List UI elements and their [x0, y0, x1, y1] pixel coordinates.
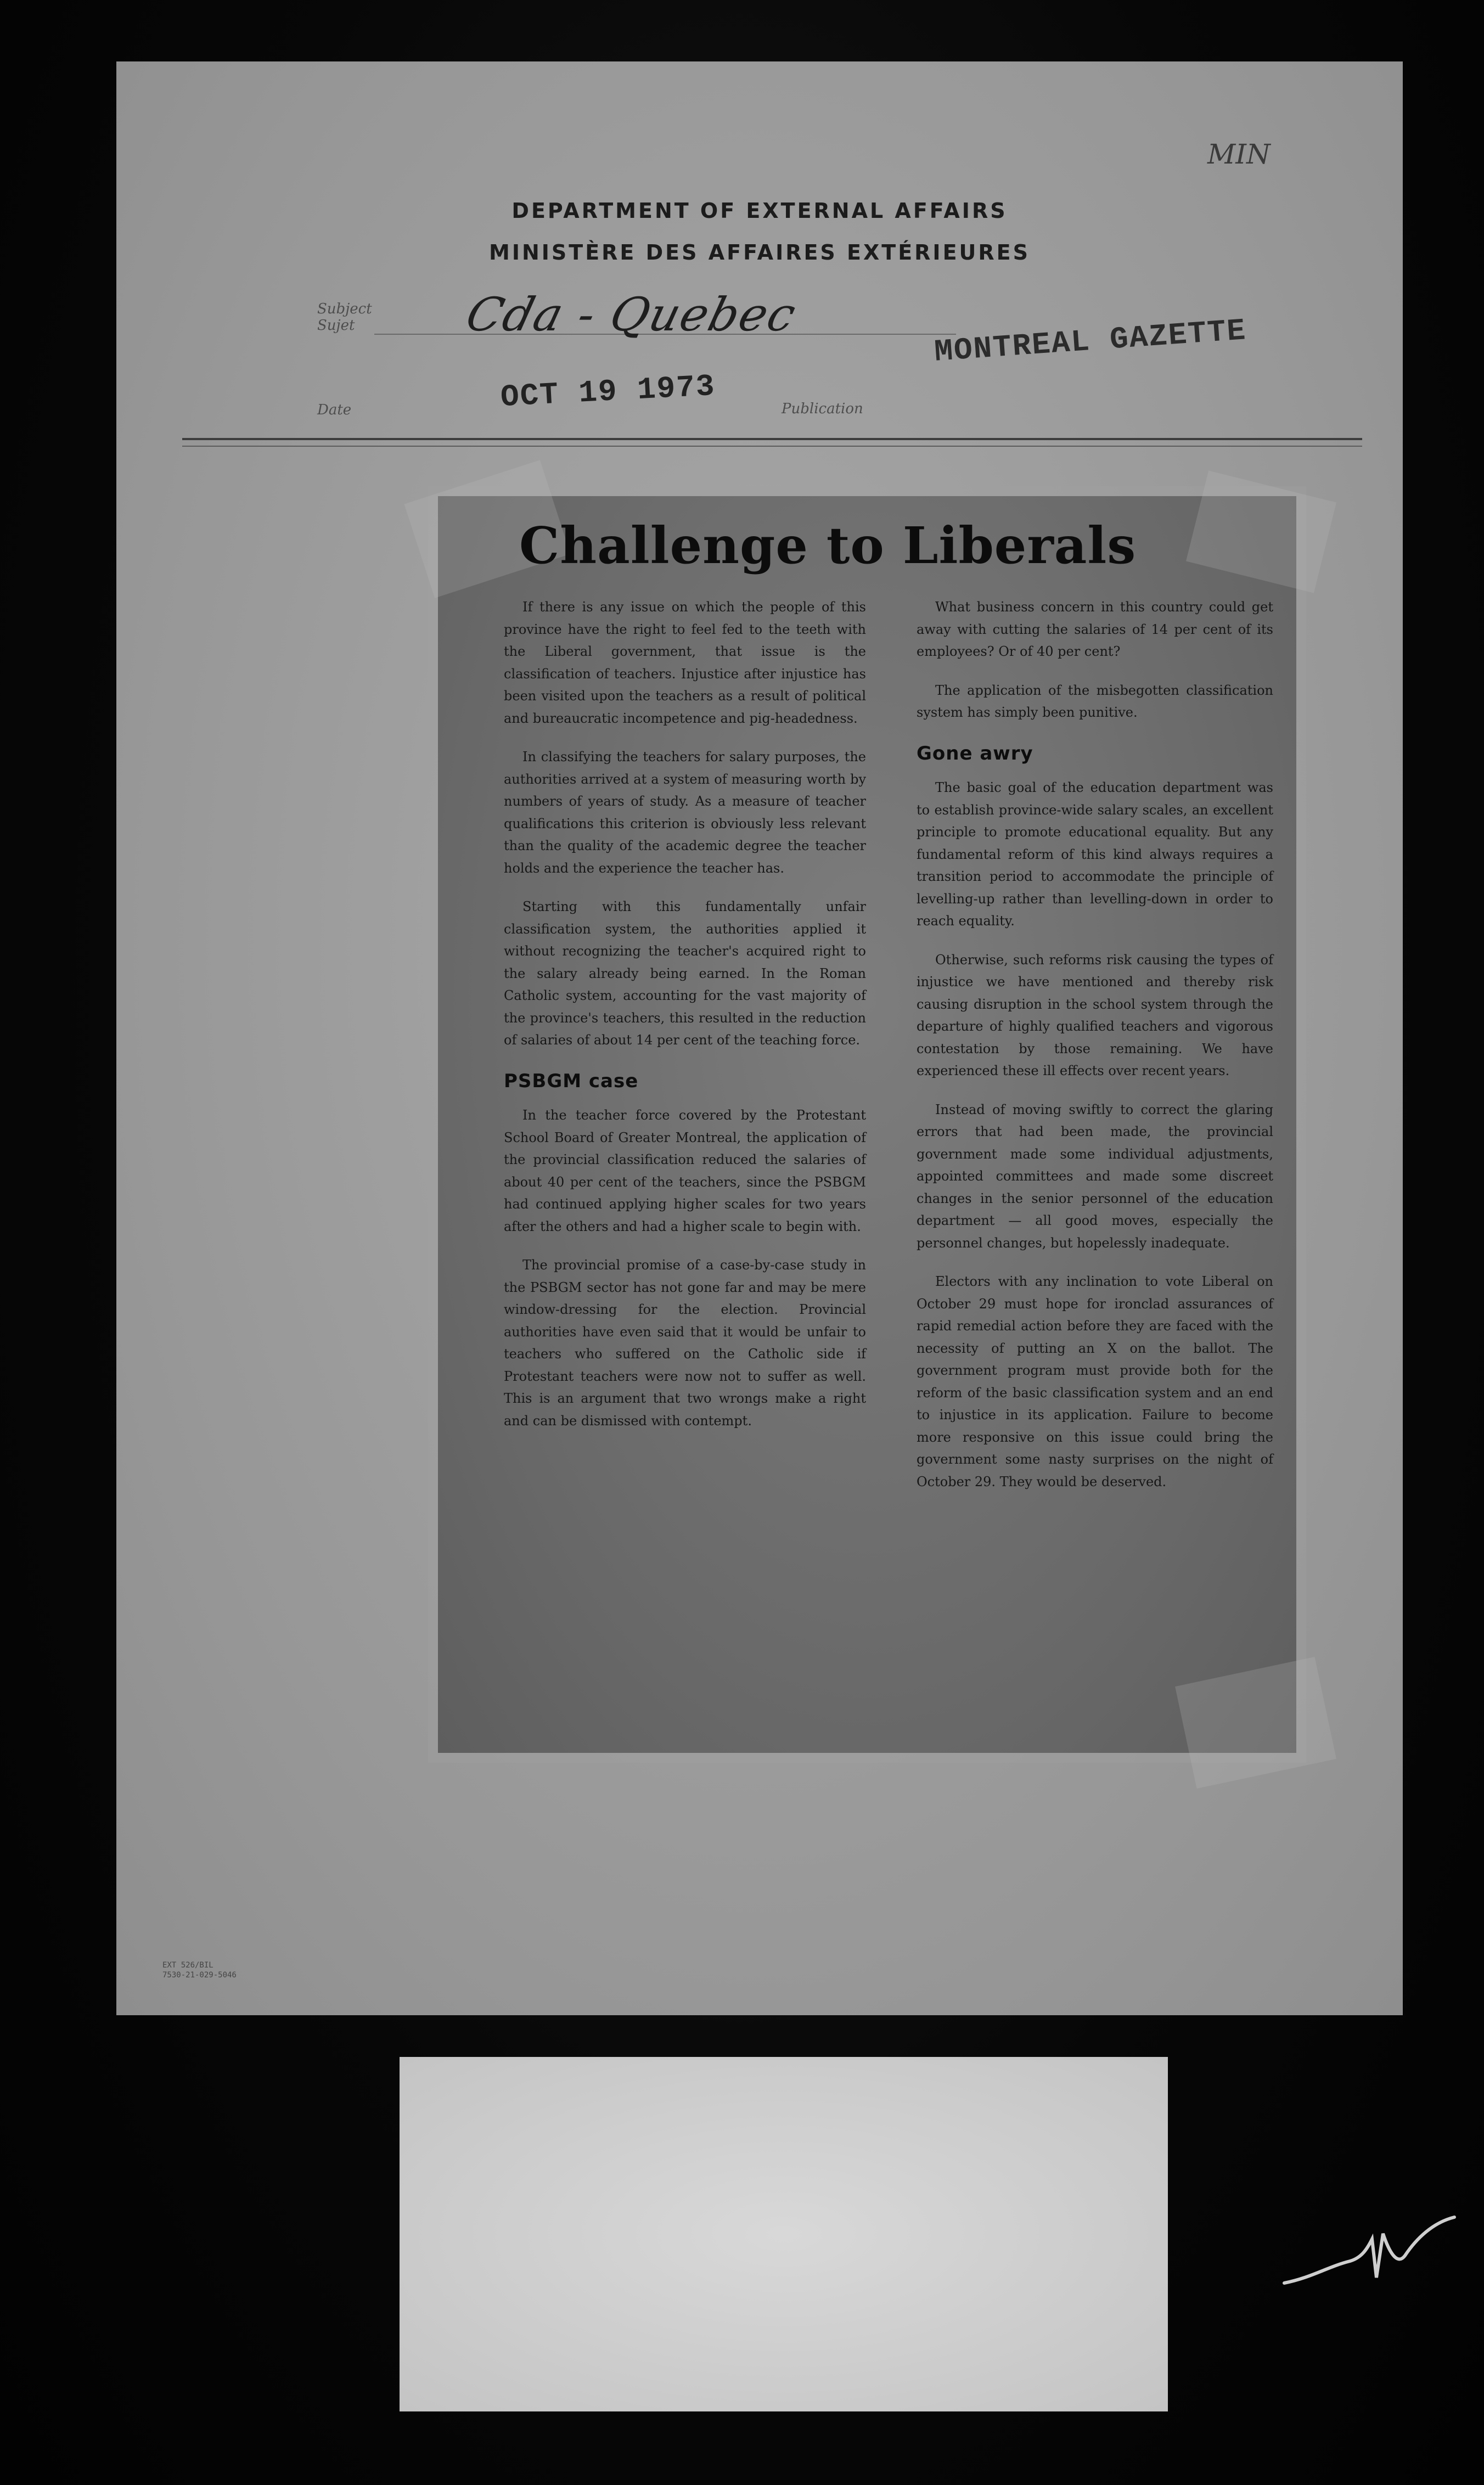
date-stamp: OCT 19 1973	[499, 368, 717, 415]
clipping-paragraph: Electors with any inclination to vote Liberal on October 29 must hope for ironclad assurances of rapid remedial action before they are faced with the necessity of putting an X on the ballot. The government program must provide both for the reform of the basic classification system and an end to injustice in its application. Failure to become more responsive on this issue could bring the government some nasty surprises on the night of October 29. They would be deserved.	[917, 1274, 1273, 1489]
handwritten-mark: MIN	[1207, 138, 1271, 170]
clipping-paragraph: Otherwise, such reforms risk causing the types of injustice we have mentioned and thereby risk causing disruption in the school system through the departure of highly qualified teachers and vigorous contestation by those remaining. We have experienced these ill effects over recent years.	[917, 952, 1273, 1078]
tape-piece	[1175, 1657, 1336, 1789]
clipping-title: Challenge to Liberals	[519, 516, 1137, 575]
publication-label: Publication	[782, 401, 863, 417]
clipping-subheading: PSBGM case	[504, 1070, 639, 1092]
department-heading-en: DEPARTMENT OF EXTERNAL AFFAIRS	[511, 199, 1008, 223]
publication-stamp: MONTREAL GAZETTE	[933, 313, 1248, 370]
header-rule-thin	[182, 446, 1362, 447]
clipping-paragraph: In the teacher force covered by the Protestant School Board of Greater Montreal, the application of the provincial classification reduced the salaries of about 40 per cent of the teachers, since the PSBGM had continued applying higher scales for two years after the others and had a higher scale to begin with.	[504, 1107, 866, 1234]
clipping-paragraph: The basic goal of the education department was to establish province-wide salary scales, an excellent principle to promote educational equality. But any fundamental reform of this kind always requires a transition period to accommodate the principle of levelling-up rather than levelling-down in order to reach equality.	[917, 780, 1273, 929]
lower-paper-slip	[400, 2057, 1168, 2411]
handwritten-initials	[1279, 2201, 1465, 2310]
clipping-paragraph: What business concern in this country could get away with cutting the salaries of 14 per cent of its employees? Or of 40 per cent?	[917, 599, 1273, 659]
clipping-paragraph: In classifying the teachers for salary purposes, the authorities arrived at a system of measuring worth by numbers of years of study. As a measure of teacher qualifications this criterion is obviously less relevant than the quality of the academic degree the teacher holds and the experience the teacher has.	[504, 749, 866, 876]
clipping-paragraph: Starting with this fundamentally unfair classification system, the authorities applied it without recognizing the teacher's acquired right to the salary already being earned. In the Roman Catholic system, accounting for the vast majority of the province's teachers, this resulted in the reduction of salaries of about 14 per cent of the teaching force.	[504, 899, 866, 1048]
form-code: EXT 526/BIL 7530-21-029-5046	[162, 1961, 237, 1980]
clipping-paragraph: The provincial promise of a case-by-case study in the PSBGM sector has not gone far and may be mere window-dressing for the election. Provincial authorities have even said that it would be unfair to teachers who suffered on the Catholic side if Protestant teachers were now not to suffer as well. This is an argument that two wrongs make a right and can be dismissed with contempt.	[504, 1257, 866, 1429]
newspaper-clipping	[438, 496, 1296, 1753]
clipping-paragraph: If there is any issue on which the people of this province have the right to feel fed to the teeth with the Liberal government, that issue is the classification of teachers. Injustice after injustice has been visited upon the teachers as a result of political and bureaucratic incompetence and pig-headedness.	[504, 599, 866, 726]
tape-piece	[1186, 470, 1336, 593]
department-heading-fr: MINISTÈRE DES AFFAIRES EXTÉRIEURES	[489, 240, 1030, 265]
clipping-subheading: Gone awry	[917, 742, 1033, 764]
subject-value: Cda - Quebec	[460, 288, 802, 341]
header-rule	[182, 438, 1362, 440]
subject-label: Subject Sujet	[317, 301, 372, 334]
clipping-form-sheet	[116, 61, 1403, 2015]
clipping-paragraph: The application of the misbegotten classification system has simply been punitive.	[917, 682, 1273, 720]
right-column	[917, 596, 1273, 1509]
date-label: Date	[317, 402, 352, 418]
clipping-paragraph: Instead of moving swiftly to correct the glaring errors that had been made, the provincial government made some individual adjustments, appointed committees and made some discreet changes in the senior personnel of the education department — all good moves, especially the personnel changes, but hopelessly inadequate.	[917, 1101, 1273, 1251]
left-column	[504, 596, 866, 1448]
